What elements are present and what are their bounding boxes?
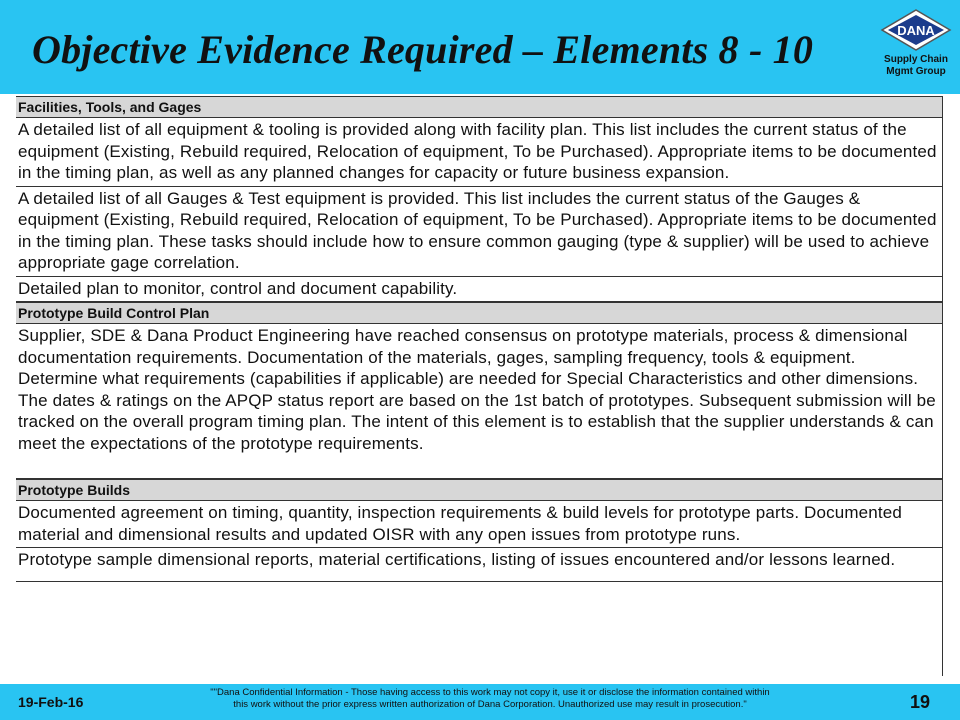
logo-subtitle <box>878 54 954 78</box>
logo-subtitle-line2: Mgmt Group <box>886 66 946 77</box>
section-header-prototype-builds: Prototype Builds <box>16 479 942 501</box>
evidence-table <box>16 96 943 676</box>
slide-title: Objective Evidence Required – Elements 8 - 10 <box>32 27 814 72</box>
content-area <box>0 94 960 684</box>
confidentiality-line1: ""Dana Confidential Information - Those having access to this work may not copy it, use it or disclose the information contained within <box>210 687 770 698</box>
table-row: A detailed list of all Gauges & Test equipment is provided. This list includes the current status of the Gauges & equipment (Existing, Rebuild required, Relocation of equipment, To be Purchased). Appropriate items to be documented in the timing plan. These tasks should include how to ensure common gauging (type & supplier) will be used to achieve appropriate gage correlation. <box>16 187 942 277</box>
table-row: A detailed list of all equipment & tooling is provided along with facility plan. This list includes the current status of the equipment (Existing, Rebuild required, Relocation of equipment, To be Purchased). Appropriate items to be documented in the timing plan, as well as any planned changes for capacity or future business expansion. <box>16 118 942 187</box>
footer-date: 19-Feb-16 <box>18 694 84 710</box>
page-number: 19 <box>909 692 930 712</box>
section-header-prototype-control-plan: Prototype Build Control Plan <box>16 302 942 324</box>
table-row: Prototype sample dimensional reports, material certifications, listing of issues encountered and/or lessons learned. <box>16 548 942 582</box>
dana-diamond-icon <box>880 8 952 52</box>
section-header-facilities: Facilities, Tools, and Gages <box>16 96 942 118</box>
table-row: Documented agreement on timing, quantity, inspection requirements & build levels for prototype parts. Documented material and dimensional results and updated OISR with any open issues from prototype runs. <box>16 501 942 548</box>
confidentiality-line2: this work without the prior express written authorization of Dana Corporation. Unauthorized use may result in prosecution." <box>233 699 747 710</box>
logo-brand-text: DANA <box>897 23 935 38</box>
confidentiality-notice <box>160 687 820 711</box>
dana-logo <box>878 8 954 86</box>
table-row: Detailed plan to monitor, control and document capability. <box>16 277 942 303</box>
logo-subtitle-line1: Supply Chain <box>884 54 948 65</box>
table-row: Supplier, SDE & Dana Product Engineering have reached consensus on prototype materials, process & dimensional documentation requirements. Documentation of the materials, gages, sampling frequency, tools & equipment. Determine what requirements (capabilities if applicable) are needed for Special Characteristics and other dimensions. The dates & ratings on the APQP status report are based on the 1st batch of prototypes. Subsequent submission will be tracked on the overall program timing plan. The intent of this element is to establish that the supplier understands & can meet the expectations of the prototype requirements. <box>16 324 942 479</box>
footer <box>0 684 960 720</box>
